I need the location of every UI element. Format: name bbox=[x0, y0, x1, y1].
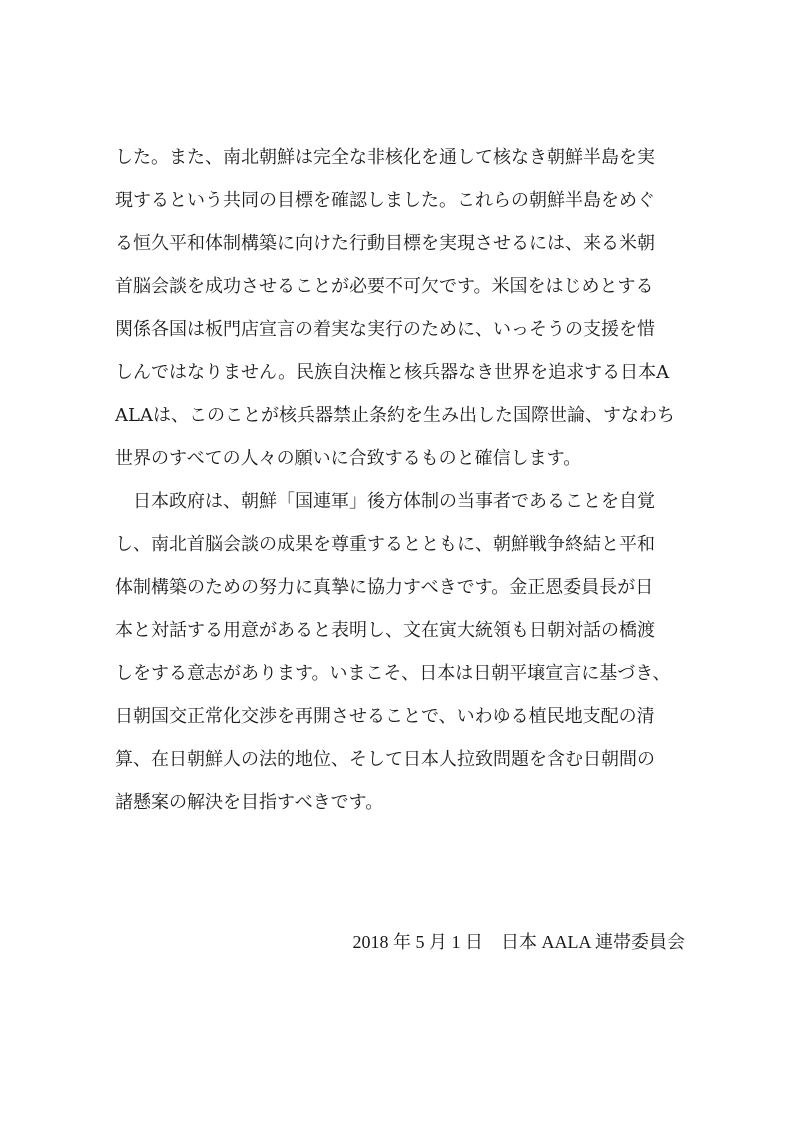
text-line: ALAは、このことが核兵器禁止条約を生み出した国際世論、すなわち bbox=[115, 405, 675, 426]
text-line: 日本政府は、朝鮮「国連軍」後方体制の当事者であることを自覚 bbox=[115, 491, 655, 512]
text-line: 体制構築のための努力に真摯に協力すべきです。金正恩委員長が日 bbox=[115, 577, 654, 598]
text-line: 本と対話する用意があると表明し、文在寅大統領も日朝対話の橋渡 bbox=[115, 620, 655, 641]
text-line: し、南北首脳会談の成果を尊重するとともに、朝鮮戦争終結と平和 bbox=[115, 534, 655, 555]
text-line: 日朝国交正常化交渉を再開させることで、いわゆる植民地支配の清 bbox=[115, 706, 655, 727]
text-line: しをする意志があります。いまこそ、日本は日朝平壌宣言に基づき、 bbox=[115, 663, 671, 684]
text-line: 現するという共同の目標を確認しました。これらの朝鮮半島をめぐ bbox=[115, 190, 655, 211]
text-line: した。また、南北朝鮮は完全な非核化を通して核なき朝鮮半島を実 bbox=[115, 147, 655, 168]
text-line: 関係各国は板門店宣言の着実な実行のために、いっそうの支援を惜 bbox=[115, 319, 655, 340]
text-line: しんではなりません。民族自決権と核兵器なき世界を追求する日本A bbox=[115, 362, 670, 383]
text-line: 世界のすべての人々の願いに合致するものと確信します。 bbox=[115, 448, 582, 469]
text-line: 首脳会談を成功させることが必要不可欠です。米国をはじめとする bbox=[115, 276, 654, 297]
text-line: る恒久平和体制構築に向けた行動目標を実現させるには、来る米朝 bbox=[115, 233, 655, 254]
text-line: 諸懸案の解決を目指すべきです。 bbox=[115, 792, 384, 813]
text-line: 算、在日朝鮮人の法的地位、そして日本人拉致問題を含む日朝間の bbox=[115, 749, 655, 770]
signature-date-line: 2018 年 5 月 1 日 日本 AALA 連帯委員会 bbox=[352, 932, 685, 952]
